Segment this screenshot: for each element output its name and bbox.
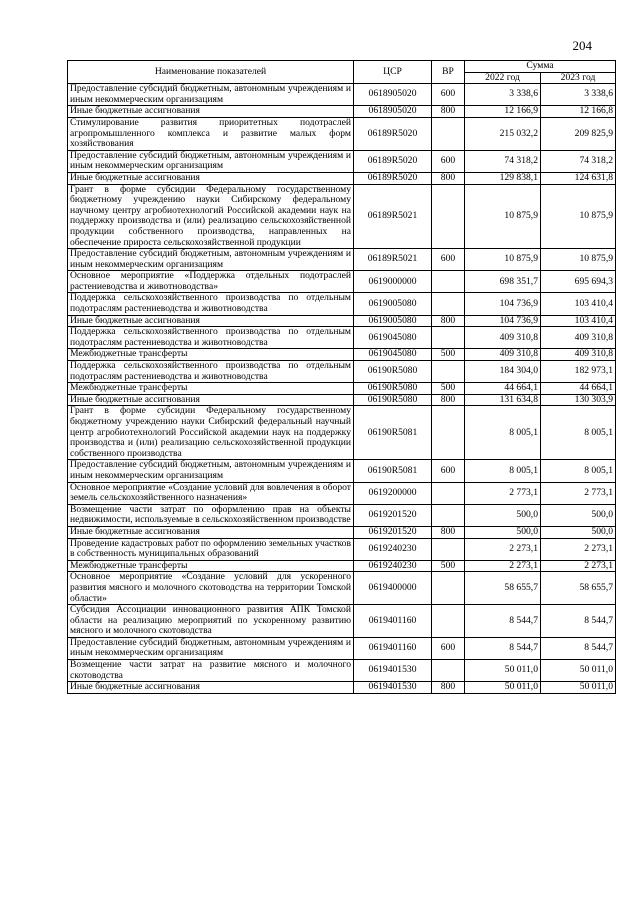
- row-csr: 0619401160: [354, 637, 432, 659]
- row-name: Проведение кадастровых работ по оформлению земельных участков в собственность муниципальных образований: [68, 538, 354, 560]
- row-amount-2022: 698 351,7: [465, 271, 541, 293]
- row-amount-2023: 2 273,1: [541, 538, 616, 560]
- table-row: [68, 315, 616, 327]
- row-amount-2023: 50 011,0: [541, 660, 616, 682]
- row-vr: 800: [432, 682, 465, 694]
- row-amount-2023: 8 544,7: [541, 637, 616, 659]
- row-csr: 0618905020: [354, 106, 432, 118]
- row-amount-2022: 50 011,0: [465, 682, 541, 694]
- row-amount-2023: 500,0: [541, 504, 616, 526]
- row-amount-2022: 8 005,1: [465, 460, 541, 482]
- row-amount-2023: 10 875,9: [541, 184, 616, 249]
- row-vr: 600: [432, 84, 465, 106]
- row-name: Поддержка сельскохозяйственного производства по отдельным подотраслям растениеводства и животноводства: [68, 361, 354, 383]
- row-vr: 800: [432, 172, 465, 184]
- row-vr: 600: [432, 150, 465, 172]
- row-name: Поддержка сельскохозяйственного производства по отдельным подотраслям растениеводства и животноводства: [68, 293, 354, 315]
- row-amount-2022: 58 655,7: [465, 572, 541, 605]
- row-amount-2022: 2 273,1: [465, 538, 541, 560]
- row-amount-2023: 409 310,8: [541, 327, 616, 349]
- row-csr: 06190R5081: [354, 406, 432, 460]
- row-csr: 06189R5020: [354, 117, 432, 150]
- row-csr: 0619200000: [354, 482, 432, 504]
- row-amount-2023: 2 273,1: [541, 560, 616, 572]
- row-vr: 800: [432, 106, 465, 118]
- row-csr: 06190R5080: [354, 394, 432, 406]
- table-row: [68, 84, 616, 106]
- page-number: 204: [572, 38, 592, 53]
- header-year-2023: 2023 год: [541, 72, 616, 84]
- row-name: Межбюджетные трансферты: [68, 383, 354, 395]
- table-body: [68, 84, 616, 694]
- row-name: Субсидия Ассоциации инновационного развития АПК Томской области на реализацию мероприятий по ускоренному развитию мясного и молочного скотоводства: [68, 605, 354, 638]
- row-csr: 06190R5080: [354, 383, 432, 395]
- table-row: [68, 605, 616, 638]
- row-vr: 600: [432, 249, 465, 271]
- table-row: [68, 637, 616, 659]
- row-name: Предоставление субсидий бюджетным, автономным учреждениям и иным некоммерческим организациям: [68, 84, 354, 106]
- header-csr: ЦСР: [354, 61, 432, 84]
- row-amount-2023: 182 973,1: [541, 361, 616, 383]
- row-amount-2023: 8 005,1: [541, 406, 616, 460]
- row-amount-2023: 103 410,4: [541, 315, 616, 327]
- row-vr: 800: [432, 526, 465, 538]
- row-csr: 0619240230: [354, 560, 432, 572]
- table-row: [68, 249, 616, 271]
- row-amount-2023: 3 338,6: [541, 84, 616, 106]
- row-amount-2022: 2 273,1: [465, 560, 541, 572]
- row-amount-2022: 129 838,1: [465, 172, 541, 184]
- row-name: Межбюджетные трансферты: [68, 349, 354, 361]
- row-amount-2022: 500,0: [465, 504, 541, 526]
- row-csr: 0619401530: [354, 682, 432, 694]
- row-name: Иные бюджетные ассигнования: [68, 682, 354, 694]
- table-row: [68, 526, 616, 538]
- row-vr: [432, 406, 465, 460]
- row-name: Основное мероприятие «Создание условий для ускоренного развития мясного и молочного скотоводства на территории Томской области»: [68, 572, 354, 605]
- row-name: Предоставление субсидий бюджетным, автономным учреждениям и иным некоммерческим организациям: [68, 460, 354, 482]
- row-csr: 0619045080: [354, 349, 432, 361]
- table-row: [68, 184, 616, 249]
- table-header: [68, 61, 616, 84]
- row-amount-2023: 103 410,4: [541, 293, 616, 315]
- row-amount-2022: 10 875,9: [465, 184, 541, 249]
- row-name: Межбюджетные трансферты: [68, 560, 354, 572]
- row-amount-2022: 12 166,9: [465, 106, 541, 118]
- row-csr: 06189R5021: [354, 184, 432, 249]
- row-name: Иные бюджетные ассигнования: [68, 526, 354, 538]
- row-csr: 06189R5021: [354, 249, 432, 271]
- row-amount-2022: 409 310,8: [465, 349, 541, 361]
- row-amount-2022: 2 773,1: [465, 482, 541, 504]
- row-amount-2022: 215 032,2: [465, 117, 541, 150]
- table-row: [68, 504, 616, 526]
- row-csr: 0619005080: [354, 293, 432, 315]
- row-vr: [432, 504, 465, 526]
- row-amount-2023: 44 664,1: [541, 383, 616, 395]
- row-name: Грант в форме субсидии Федеральному государственному бюджетному учреждению науки Сибирский федеральный научный центр агробиотехнологий Российской академии наук на поддержку производства и (или) реализацию сельскохозяйственной продукции собственного производства: [68, 406, 354, 460]
- row-csr: 0619005080: [354, 315, 432, 327]
- row-vr: [432, 538, 465, 560]
- table-row: [68, 560, 616, 572]
- row-amount-2022: 409 310,8: [465, 327, 541, 349]
- row-vr: [432, 482, 465, 504]
- row-amount-2023: 2 773,1: [541, 482, 616, 504]
- row-vr: 500: [432, 349, 465, 361]
- row-name: Основное мероприятие «Поддержка отдельных подотраслей растениеводства и животноводства»: [68, 271, 354, 293]
- table-row: [68, 383, 616, 395]
- row-vr: [432, 293, 465, 315]
- row-name: Предоставление субсидий бюджетным, автономным учреждениям и иным некоммерческим организациям: [68, 150, 354, 172]
- row-amount-2022: 104 736,9: [465, 315, 541, 327]
- row-csr: 0618905020: [354, 84, 432, 106]
- row-name: Возмещение части затрат на развитие мясного и молочного скотоводства: [68, 660, 354, 682]
- row-amount-2023: 409 310,8: [541, 349, 616, 361]
- row-amount-2023: 130 303,9: [541, 394, 616, 406]
- row-csr: 0619401530: [354, 660, 432, 682]
- row-amount-2022: 8 005,1: [465, 406, 541, 460]
- row-amount-2022: 104 736,9: [465, 293, 541, 315]
- row-amount-2022: 44 664,1: [465, 383, 541, 395]
- row-vr: 500: [432, 560, 465, 572]
- row-vr: 800: [432, 315, 465, 327]
- row-name: Иные бюджетные ассигнования: [68, 172, 354, 184]
- row-amount-2023: 58 655,7: [541, 572, 616, 605]
- row-vr: 600: [432, 460, 465, 482]
- row-csr: 06190R5080: [354, 361, 432, 383]
- row-amount-2023: 124 631,8: [541, 172, 616, 184]
- table-row: [68, 538, 616, 560]
- row-name: Основное мероприятие «Создание условий для вовлечения в оборот земель сельскохозяйственного назначения»: [68, 482, 354, 504]
- row-name: Иные бюджетные ассигнования: [68, 106, 354, 118]
- row-amount-2022: 500,0: [465, 526, 541, 538]
- row-csr: 06190R5081: [354, 460, 432, 482]
- row-vr: [432, 361, 465, 383]
- table-row: [68, 327, 616, 349]
- row-csr: 0619240230: [354, 538, 432, 560]
- row-vr: [432, 327, 465, 349]
- row-amount-2023: 74 318,2: [541, 150, 616, 172]
- row-csr: 0619400000: [354, 572, 432, 605]
- row-vr: 800: [432, 394, 465, 406]
- row-name: Иные бюджетные ассигнования: [68, 394, 354, 406]
- header-vr: ВР: [432, 61, 465, 84]
- row-vr: [432, 271, 465, 293]
- row-name: Предоставление субсидий бюджетным, автономным учреждениям и иным некоммерческим организациям: [68, 249, 354, 271]
- row-vr: [432, 572, 465, 605]
- row-amount-2022: 184 304,0: [465, 361, 541, 383]
- row-amount-2022: 10 875,9: [465, 249, 541, 271]
- table-row: [68, 172, 616, 184]
- row-csr: 0619401160: [354, 605, 432, 638]
- budget-table: [67, 60, 616, 694]
- row-amount-2023: 10 875,9: [541, 249, 616, 271]
- row-amount-2023: 209 825,9: [541, 117, 616, 150]
- row-amount-2022: 3 338,6: [465, 84, 541, 106]
- row-amount-2022: 74 318,2: [465, 150, 541, 172]
- table-row: [68, 293, 616, 315]
- table-row: [68, 572, 616, 605]
- row-csr: 0619045080: [354, 327, 432, 349]
- row-amount-2023: 8 005,1: [541, 460, 616, 482]
- table-row: [68, 406, 616, 460]
- row-name: Возмещение части затрат по оформлению прав на объекты недвижимости, используемые в сельскохозяйственном производстве: [68, 504, 354, 526]
- row-vr: [432, 184, 465, 249]
- row-amount-2022: 131 634,8: [465, 394, 541, 406]
- row-csr: 06189R5020: [354, 172, 432, 184]
- row-name: Грант в форме субсидии Федеральному государственному бюджетному учреждению науки Сибирскому федеральному научному центру агробиотехнологий Российской академии наук на поддержку производства и (или) реализацию сельскохозяйственной продукции собственного производства, направленных на обеспечение прироста сельскохозяйственной продукции: [68, 184, 354, 249]
- table-row: [68, 460, 616, 482]
- row-csr: 0619000000: [354, 271, 432, 293]
- table-row: [68, 349, 616, 361]
- table-row: [68, 482, 616, 504]
- row-vr: 500: [432, 383, 465, 395]
- table-row: [68, 660, 616, 682]
- table-row: [68, 394, 616, 406]
- table-row: [68, 271, 616, 293]
- row-name: Стимулирование развития приоритетных подотраслей агропромышленного комплекса и развитие малых форм хозяйствования: [68, 117, 354, 150]
- row-amount-2023: 500,0: [541, 526, 616, 538]
- row-csr: 0619201520: [354, 526, 432, 538]
- table-row: [68, 682, 616, 694]
- header-year-2022: 2022 год: [465, 72, 541, 84]
- row-amount-2023: 695 694,3: [541, 271, 616, 293]
- header-sum: Сумма: [465, 61, 616, 73]
- row-name: Предоставление субсидий бюджетным, автономным учреждениям и иным некоммерческим организациям: [68, 637, 354, 659]
- row-name: Поддержка сельскохозяйственного производства по отдельным подотраслям растениеводства и животноводства: [68, 327, 354, 349]
- table-row: [68, 106, 616, 118]
- row-csr: 06189R5020: [354, 150, 432, 172]
- row-vr: 600: [432, 637, 465, 659]
- row-vr: [432, 660, 465, 682]
- table-row: [68, 150, 616, 172]
- row-csr: 0619201520: [354, 504, 432, 526]
- header-name: Наименование показателей: [68, 61, 354, 84]
- row-vr: [432, 117, 465, 150]
- row-amount-2023: 50 011,0: [541, 682, 616, 694]
- row-amount-2022: 8 544,7: [465, 637, 541, 659]
- row-name: Иные бюджетные ассигнования: [68, 315, 354, 327]
- row-amount-2022: 50 011,0: [465, 660, 541, 682]
- row-vr: [432, 605, 465, 638]
- table-row: [68, 117, 616, 150]
- row-amount-2022: 8 544,7: [465, 605, 541, 638]
- row-amount-2023: 8 544,7: [541, 605, 616, 638]
- row-amount-2023: 12 166,8: [541, 106, 616, 118]
- table-row: [68, 361, 616, 383]
